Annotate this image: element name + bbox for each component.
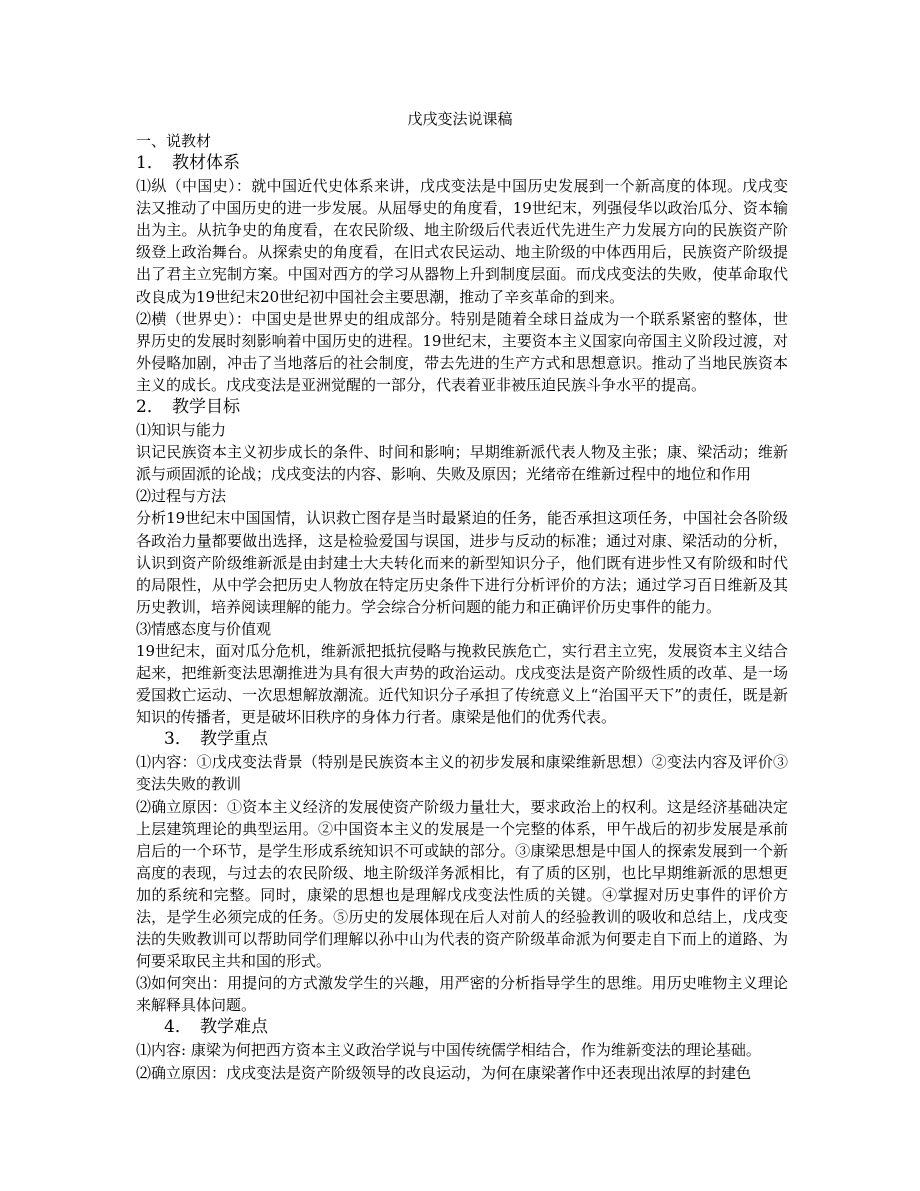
- paragraph: 分析19世纪末中国国情，认识救亡图存是当时最紧迫的任务，能否承担这项任务，中国社会各阶级各政治力量都要做出选择，这是检验爱国与误国，进步与反动的标准；通过对康、梁活动的分析，认识到资产阶级维新派是由封建士大夫转化而来的新型知识分子，他们既有进步性又有阶级和时代的局限性，从中学会把历史人物放在特定历史条件下进行分析评价的方法；通过学习百日维新及其历史教训，培养阅读理解的能力。学会综合分析问题的能力和正确评价历史事件的能力。: [136, 509, 788, 616]
- item-heading: ⑴知识与能力: [136, 421, 227, 440]
- paragraph: ⑴内容：①戊戌变法背景（特别是民族资本主义的初步发展和康梁维新思想）②变法内容及评价③变法失败的教训: [136, 753, 788, 794]
- document-body: [136, 130, 788, 1084]
- subsection-title: 教学重点: [200, 729, 268, 750]
- paragraph: ⑶如何突出：用提问的方式激发学生的兴趣，用严密的分析指导学生的思维。用历史唯物主义理论来解释具体问题。: [136, 974, 788, 1015]
- section-heading-1: 一、说教材: [136, 132, 212, 150]
- subsection-heading-1: [136, 152, 788, 175]
- paragraph: ⑴纵（中国史）：就中国近代史体系来讲，戊戌变法是中国历史发展到一个新高度的体现。戊戌变法又推动了中国历史的进一步发展。从屈辱史的角度看，19世纪末，列强侵华以政治瓜分、资本输出为主。从抗争史的角度看，在农民阶级、地主阶级后代表近代先进生产力发展方向的民族资产阶级登上政治舞台。从探索史的角度看，在旧式农民运动、地主阶级的中体西用后，民族资产阶级提出了君主立宪制方案。中国对西方的学习从器物上升到制度层面。而戊戌变法的失败，使革命取代改良成为19世纪末20世纪初中国社会主要思潮，推动了辛亥革命的到来。: [136, 177, 788, 306]
- subsection-number: 4．: [164, 1017, 192, 1038]
- paragraph: ⑵确立原因：①资本主义经济的发展使资产阶级力量壮大，要求政治上的权利。这是经济基础决定上层建筑理论的典型运用。②中国资本主义的发展是一个完整的体系，甲午战后的初步发展是承前启后的一个环节，是学生形成系统知识不可或缺的部分。③康梁思想是中国人的探索发展到一个新高度的表现，与过去的农民阶级、地主阶级洋务派相比，有了质的区别，也比早期维新派的思想更加的系统和完整。同时，康梁的思想也是理解戊戌变法性质的关键。④掌握对历史事件的评价方法，是学生必须完成的任务。⑤历史的发展体现在后人对前人的经验教训的吸收和总结上，戊戌变法的失败教训可以帮助同学们理解以孙中山为代表的资产阶级革命派为何要走自下而上的道路、为何要采取民主共和国的形式。: [136, 797, 788, 971]
- subsection-heading-2: [136, 396, 788, 419]
- subsection-heading-3: [136, 728, 788, 751]
- subsection-heading-4: [136, 1016, 788, 1039]
- document-title: 戊戌变法说课稿: [407, 110, 513, 128]
- subsection-number: 3．: [164, 729, 192, 750]
- subsection-number: 1．: [136, 153, 164, 174]
- paragraph: 19世纪末，面对瓜分危机，维新派把抵抗侵略与挽救民族危亡，实行君主立宪，发展资本主义结合起来，把维新变法思潮推进为具有很大声势的政治运动。戊戌变法是资产阶级性质的改革、是一场爱国救亡运动、一次思想解放潮流。近代知识分子承担了传统意义上“治国平天下”的责任，既是新知识的传播者，更是破坏旧秩序的身体力行者。康梁是他们的优秀代表。: [136, 641, 788, 727]
- subsection-title: 教学难点: [200, 1017, 268, 1038]
- item-heading: ⑵过程与方法: [136, 487, 227, 506]
- paragraph: ⑴内容: 康梁为何把西方资本主义政治学说与中国传统儒学相结合，作为维新变法的理论基础。: [136, 1041, 761, 1060]
- subsection-title: 教材体系: [172, 153, 240, 174]
- item-heading: ⑶情感态度与价值观: [136, 619, 272, 638]
- paragraph: 识记民族资本主义初步成长的条件、时间和影响；早期维新派代表人物及主张；康、梁活动；维新派与顽固派的论战；戊戌变法的内容、影响、失败及原因；光绪帝在维新过程中的地位和作用: [136, 443, 788, 484]
- subsection-title: 教学目标: [172, 397, 240, 418]
- paragraph: ⑵确立原因：戊戌变法是资产阶级领导的改良运动，为何在康梁著作中还表现出浓厚的封建色: [136, 1063, 752, 1082]
- subsection-number: 2．: [136, 397, 164, 418]
- paragraph: ⑵横（世界史）：中国史是世界史的组成部分。特别是随着全球日益成为一个联系紧密的整体，世界历史的发展时刻影响着中国历史的进程。19世纪末，主要资本主义国家向帝国主义阶段过渡，对外侵略加剧，冲击了当地落后的社会制度，带去先进的生产方式和思想意识。推动了当地民族资本主义的成长。戊戌变法是亚洲觉醒的一部分，代表着亚非被压迫民族斗争水平的提高。: [136, 309, 788, 394]
